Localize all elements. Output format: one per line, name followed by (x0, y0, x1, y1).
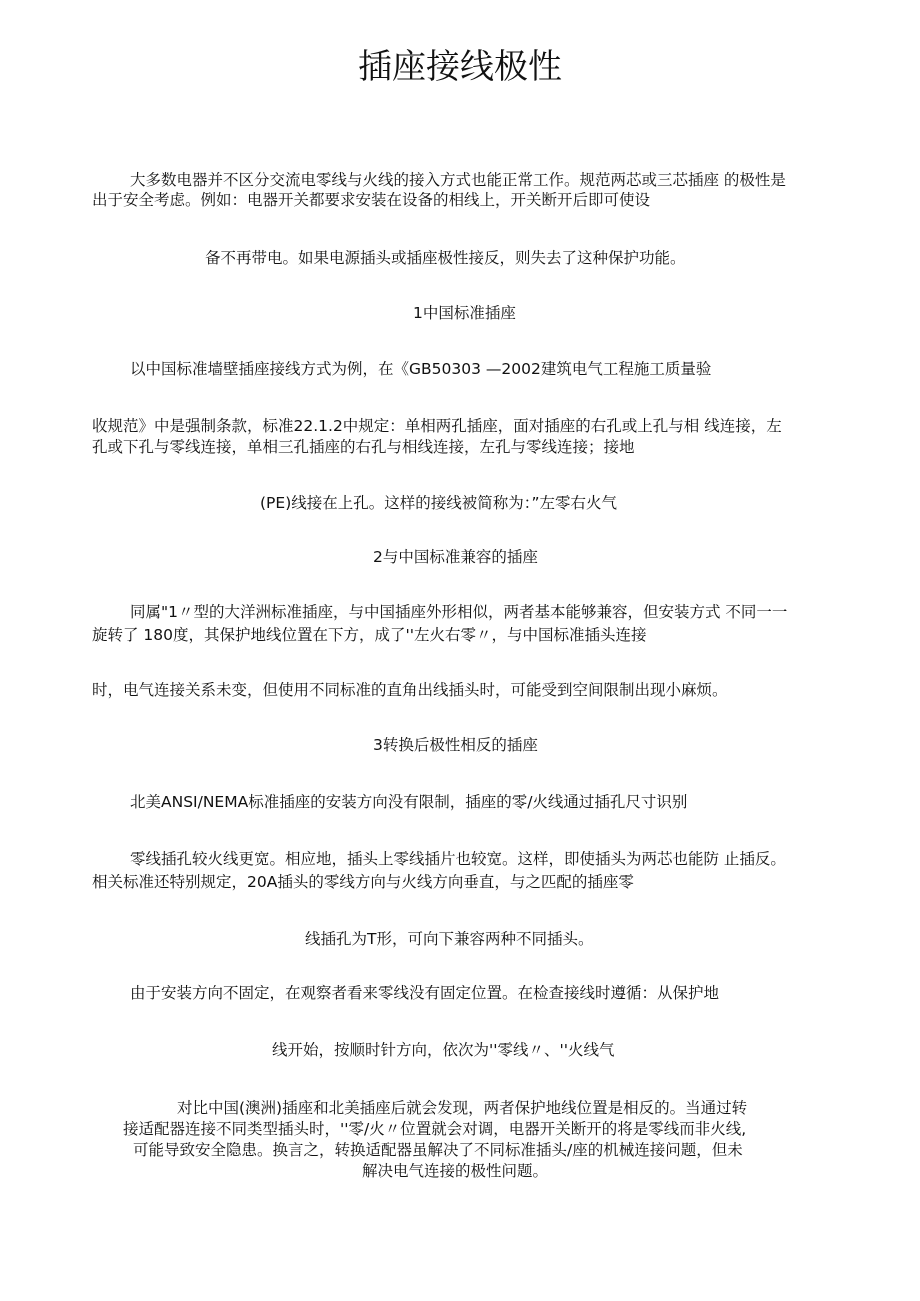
paragraph-line: 线插孔为T形，可向下兼容两种不同插头。 (305, 930, 594, 948)
paragraph-line: 孔或下孔与零线连接，单相三孔插座的右孔与相线连接，左孔与零线连接；接地 (92, 438, 635, 456)
section-heading: 2与中国标准兼容的插座 (373, 548, 538, 566)
paragraph-line: 可能导致安全隐患。换言之，转换适配器虽解决了不同标准插头/座的机械连接问题，但未 (133, 1141, 743, 1159)
paragraph-line: 解决电气连接的极性问题。 (362, 1162, 549, 1180)
document-title: 插座接线极性 (358, 47, 562, 87)
paragraph-line: 出于安全考虑。例如：电器开关都要求安装在设备的相线上，开关断开后即可使设 (92, 191, 651, 209)
paragraph-line: 零线插孔较火线更宽。相应地，插头上零线插片也较宽。这样，即使插头为两芯也能防 止插反。 (130, 850, 786, 868)
paragraph-line: 收规范》中是强制条款，标准22.1.2中规定：单相两孔插座，面对插座的右孔或上孔与相 线连接，左 (92, 417, 782, 435)
paragraph-line: 旋转了 180度，其保护地线位置在下方，成了''左火右零〃，与中国标准插头连接 (92, 626, 647, 644)
paragraph-line: 以中国标准墙壁插座接线方式为例，在《GB50303 —2002建筑电气工程施工质量验 (130, 360, 712, 378)
paragraph-line: 时，电气连接关系未变，但使用不同标准的直角出线插头时，可能受到空间限制出现小麻烦。 (92, 681, 728, 699)
paragraph-line: 北美ANSI/NEMA标准插座的安装方向没有限制，插座的零/火线通过插孔尺寸识别 (130, 793, 688, 811)
paragraph-line: 大多数电器并不区分交流电零线与火线的接入方式也能正常工作。规范两芯或三芯插座 的极性是 (130, 171, 786, 189)
paragraph-line: 相关标准还特别规定，20A插头的零线方向与火线方向垂直，与之匹配的插座零 (92, 873, 634, 891)
paragraph-line: 由于安装方向不固定，在观察者看来零线没有固定位置。在检查接线时遵循：从保护地 (130, 984, 720, 1002)
paragraph-line: (PE)线接在上孔。这样的接线被简称为：”左零右火气 (260, 494, 618, 512)
section-heading: 3转换后极性相反的插座 (373, 736, 538, 754)
section-heading: 1中国标准插座 (413, 304, 516, 322)
paragraph-line: 备不再带电。如果电源插头或插座极性接反，则失去了这种保护功能。 (205, 249, 686, 267)
paragraph-line: 接适配器连接不同类型插头时，''零/火〃位置就会对调，电器开关断开的将是零线而非火线, (123, 1120, 747, 1138)
paragraph-line: 对比中国(澳洲)插座和北美插座后就会发现，两者保护地线位置是相反的。当通过转 (177, 1099, 748, 1117)
paragraph-line: 线开始，按顺时针方向，依次为''零线〃、''火线气 (272, 1041, 615, 1059)
paragraph-line: 同属"1〃型的大洋洲标准插座，与中国插座外形相似，两者基本能够兼容，但安装方式 不同一一 (130, 603, 788, 621)
